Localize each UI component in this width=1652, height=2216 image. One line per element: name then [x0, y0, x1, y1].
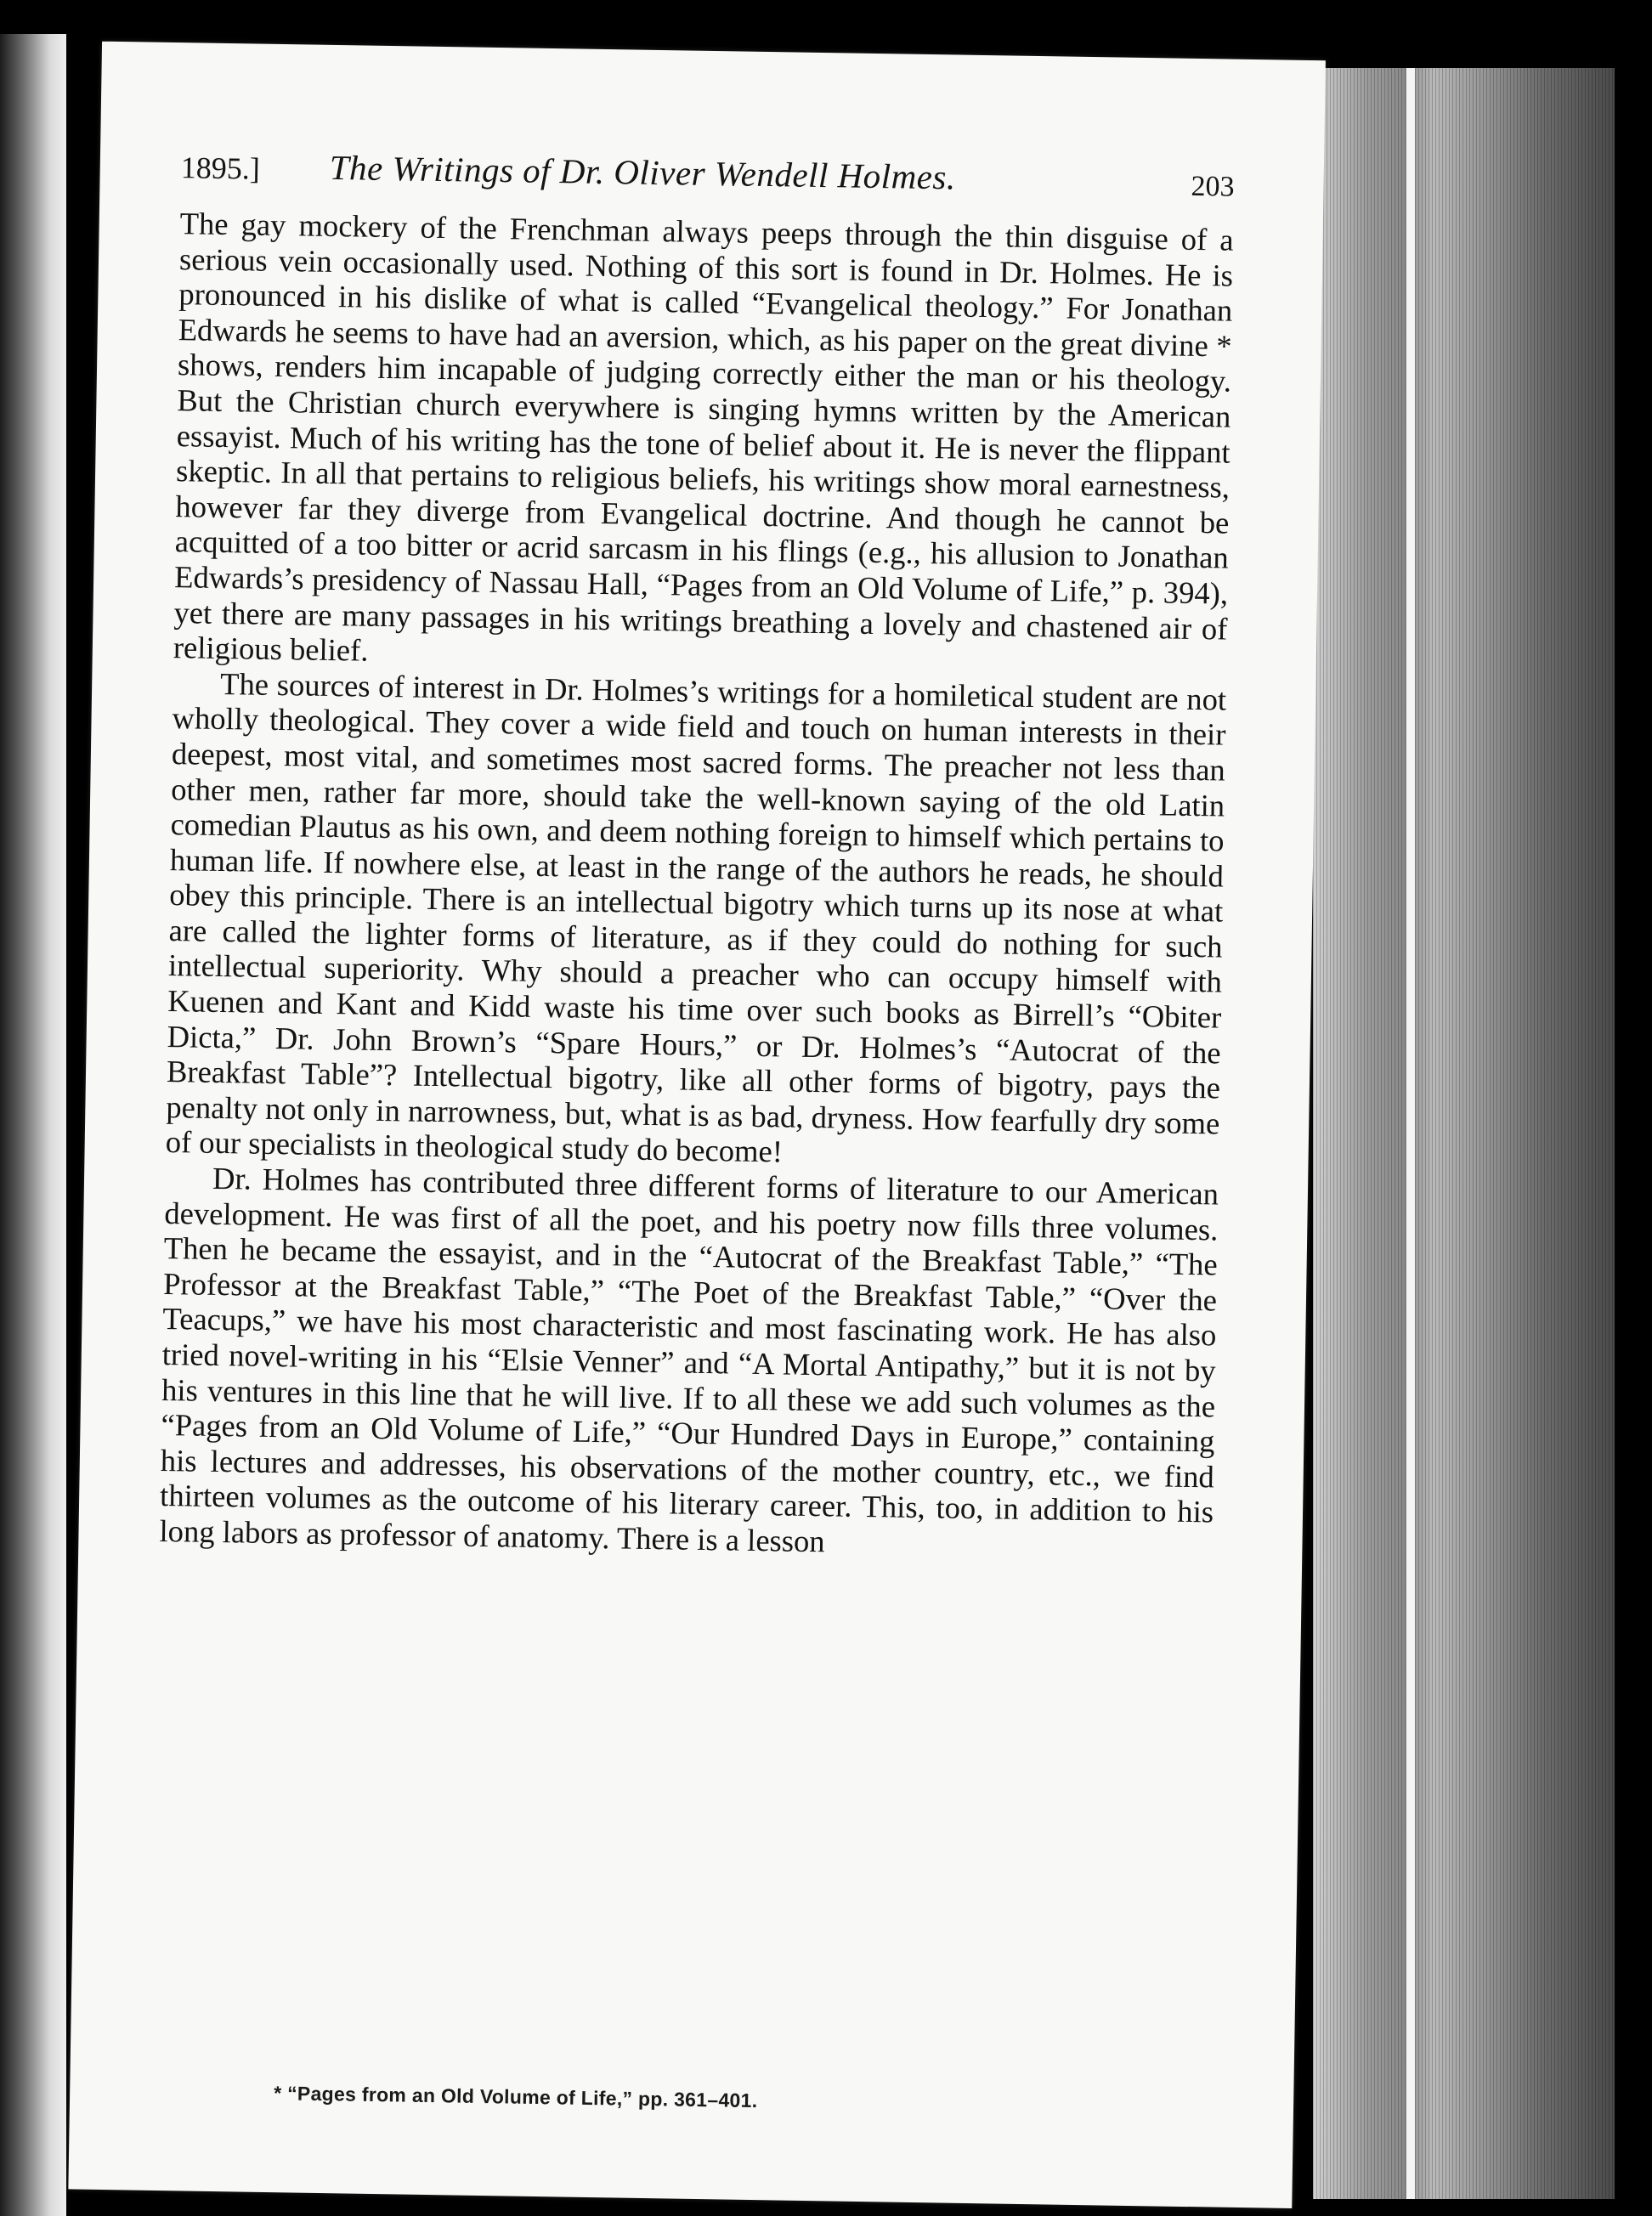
body-text [159, 206, 1234, 1565]
book-page [68, 42, 1326, 2208]
paragraph-3: Dr. Holmes has contributed three different forms of literature to our American development. He was first of all the poet, and his poetry now fills three volumes. Then he became the essayist, and in the “Autocrat of the Breakfast Table,” “The Professor at the Breakfast Table,” “The Poet of the Breakfast Table,” “Over the Teacups,” we have his most characteristic and most fascinating work. He has also tried novel-writing in his “Elsie Venner” and “A Mortal Antipathy,” but it is not by his ventures in this line that he will live. If to all these we add such volumes as the “Pages from an Old Volume of Life,” “Our Hundred Days in Europe,” containing his lectures and addresses, his observations of the mother country, etc., we find thirteen volumes as the outcome of his literary career. This, too, in addition to his long labors as professor of anatomy. There is a lesson [159, 1160, 1219, 1559]
running-head-title: The Writings of Dr. Oliver Wendell Holmes. [329, 147, 957, 197]
book-page-edges [1313, 68, 1615, 2199]
page-edge-highlight [1406, 68, 1415, 2199]
footnote: * “Pages from an Old Volume of Life,” pp. 361–401. [273, 2082, 758, 2112]
running-head-year: 1895.] [180, 150, 261, 186]
running-head [180, 143, 1235, 210]
paragraph-2: The sources of interest in Dr. Holmes’s writings for a homiletical student are not wholly theological. They cover a wide field and touch on human interests in their deepest, most vital, and sometimes most sacred forms. The preacher not less than other men, rather far more, should take the well-known saying of the old Latin comedian Plautus as his own, and deem nothing foreign to himself which pertains to human life. If nowhere else, at least in the range of the authors he reads, he should obey this principle. There is an intellectual bigotry which turns up its nose at what are called the lighter forms of literature, as if they could do nothing for such intellectual superiority. Why should a preacher who can occupy himself with Kuenen and Kant and Kidd waste his time over such books as Birrell’s “Obiter Dicta,” Dr. John Brown’s “Spare Hours,” or Dr. Holmes’s “Autocrat of the Breakfast Table”? Intellectual bigotry, like all other forms of bigotry, pays the penalty not only in narrowness, but, what is as bad, dryness. How fearfully dry some of our specialists in theological study do become! [165, 665, 1227, 1169]
paragraph-1: The gay mockery of the Frenchman always peeps through the thin disguise of a serious vein occasionally used. Nothing of this sort is found in Dr. Holmes. He is pronounced in his dislike of what is called “Evangelical theology.” For Jonathan Edwards he seems to have had an aversion, which, as his paper on the great divine * shows, renders him incapable of judging correctly either the man or his theology. But the Christian church everywhere is singing hymns written by the American essayist. Much of his writing has the tone of belief about it. He is never the flippant skeptic. In all that pertains to religious beliefs, his writings show moral earnestness, however far they diverge from Evangelical doctrine. And though he cannot be acquitted of a too bitter or acrid sarcasm in his flings (e.g., his allusion to Jonathan Edwards’s presidency of Nassau Hall, “Pages from an Old Volume of Life,” p. 394), yet there are many passages in his writings breathing a lovely and chastened air of religious belief. [173, 206, 1234, 668]
page-number: 203 [1191, 170, 1235, 203]
facing-page-edge [0, 34, 66, 2216]
